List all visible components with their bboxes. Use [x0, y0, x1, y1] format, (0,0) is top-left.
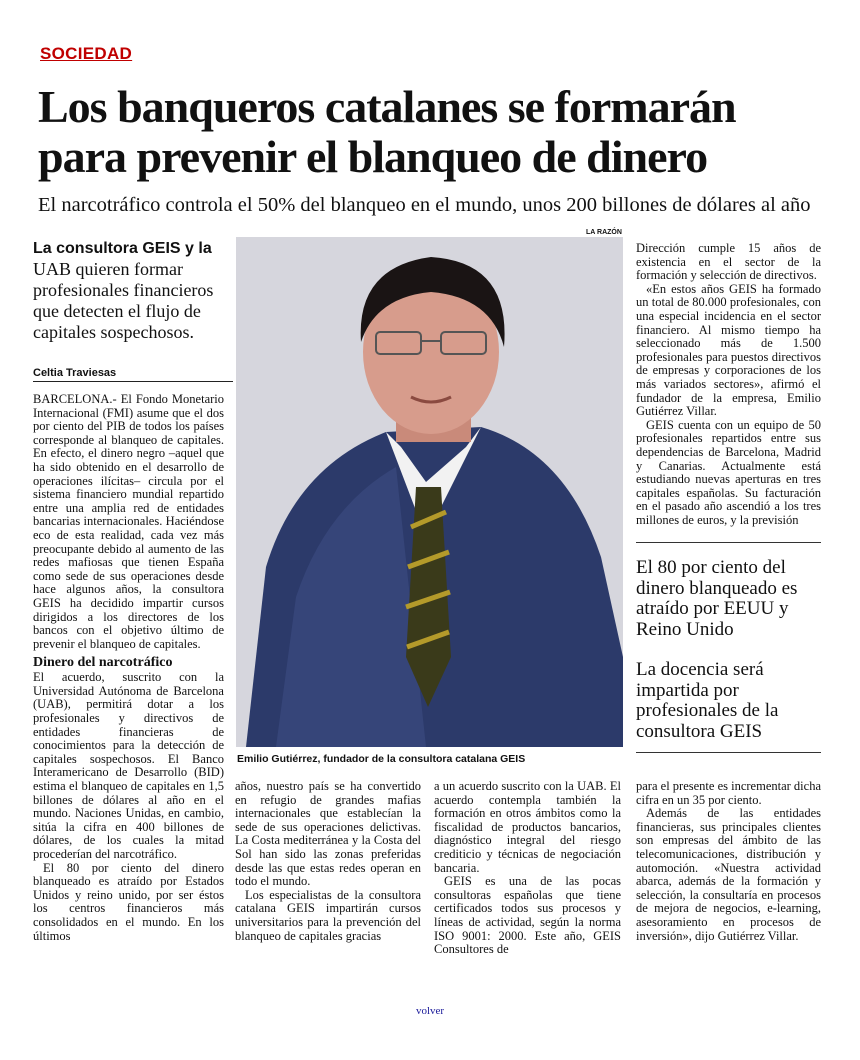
paragraph: El acuerdo, suscrito con la Universidad Autónoma de Barcelona (UAB), permitirá dotar a los profesionales y directivos de entidades financieras de conocimientos para la detección de capitales sospechosos. El Banco Interamericano de Desarrollo (BID) estima el blanqueo de capitales en 1,5 billones de dólares al año en el mundo. Naciones Unidas, en cambio, sitúa la cifra en 400 billones de dólares, de los cuales la mitad procederían del narcotráfico. — [33, 670, 224, 861]
paragraph: para el presente es incrementar dicha cifra en un 35 por ciento. — [636, 779, 821, 807]
paragraph: años, nuestro país se ha convertido en refugio de grandes mafias internacionales que establecían la sede de sus operaciones delictivas. La Costa mediterránea y la Costa del Sol han sido las zonas preferidas desde las que estas redes operan en todo el mundo. — [235, 779, 421, 889]
paragraph: GEIS cuenta con un equipo de 50 profesionales repartidos entre sus dependencias de Barcelona, Madrid y Canarias. Actualmente está estudiando nuevas aperturas en tres capitales españolas. Su facturación en el pasado año ascendió a los tres millones de euros, y la previsión — [636, 417, 821, 527]
headline-line-2: para prevenir el blanqueo de dinero — [38, 131, 708, 182]
article-column-4-top — [636, 242, 821, 527]
byline: Celtia Traviesas — [33, 367, 233, 382]
section-tag: SOCIEDAD — [40, 44, 133, 63]
lead-paragraph — [33, 237, 233, 343]
paragraph: Además de las entidades financieras, sus principales clientes son empresas del ámbito de las telecomunicaciones, distribución y automoción. «Nuestra actividad abarca, además de la formación y selección, la consultaría en procesos de mejora de negocios, e-learning, asesoramiento en procesos de inversión», dijo Gutiérrez Villar. — [636, 806, 821, 943]
photo-caption: Emilio Gutiérrez, fundador de la consultora catalana GEIS — [237, 753, 526, 765]
article-column-4-bottom — [636, 780, 821, 943]
subtitle: El narcotráfico controla el 50% del blanqueo en el mundo, unos 200 billones de dólares al año — [38, 194, 811, 216]
paragraph: Dirección cumple 15 años de existencia en el sector de la formación y selección de directivos. — [636, 241, 821, 283]
lead-text: UAB quieren formar profesionales financieros que detecten el flujo de capitales sospechosos. — [33, 259, 214, 342]
lead-bold: La consultora GEIS y la — [33, 240, 212, 257]
divider — [636, 542, 821, 543]
subheading: Dinero del narcotráfico — [33, 655, 173, 671]
pull-quote-2: La docencia será impartida por profesionales de la consultora GEIS — [636, 659, 779, 742]
back-link[interactable]: volver — [415, 1005, 445, 1017]
photo-credit: LA RAZÓN — [586, 229, 622, 236]
paragraph: «En estos años GEIS ha formado un total de 80.000 profesionales, con una especial incidencia en el sector financiero. Al mismo tiempo ha seleccionado más de 1.500 profesionales para puestos directivos de empresas y corporaciones de los más variados sectores», afirmó el fundador de la empresa, Emilio Gutiérrez Villar. — [636, 281, 821, 419]
divider — [636, 752, 821, 753]
paragraph: GEIS es una de las pocas consultoras españolas que tiene certificados todos sus procesos y líneas de actividad, según la norma ISO 9001: 2000. Este año, GEIS Consultores de — [434, 874, 621, 957]
paragraph: a un acuerdo suscrito con la UAB. El acuerdo contempla también la formación en otros ámbitos como la fiscalidad de productos bancarios, diagnóstico integral del riesgo crediticio y técnicas de negociación bancaria. — [434, 779, 621, 875]
article-column-3 — [434, 780, 621, 957]
pull-quote-1: El 80 por ciento del dinero blanqueado es atraído por EEUU y Reino Unido — [636, 557, 798, 640]
portrait-photo — [236, 237, 623, 747]
headline — [38, 82, 828, 182]
portrait-illustration — [236, 237, 623, 747]
article-column-1 — [33, 393, 224, 943]
paragraph: BARCELONA.- El Fondo Monetario Internacional (FMI) asume que el dos por ciento del PIB de todos los países corresponde al blanqueo de capitales. En efecto, el dinero negro –aquel que ha sido obtenido en el desarrollo de operaciones ilícitas– circula por el sistema financiero mundial repartido entre una amplia red de entidades bancarias internacionales. Haciéndose eco de esta realidad, cada vez más preocupante debido al aumento de las redes mafiosas que tienen España como sede de sus operaciones desde hace algunos años, la consultora GEIS ha decidido impartir cursos dirigidos a los directores de los bancos con el objetivo último de prevenir el blanqueo de capitales. — [33, 392, 224, 651]
paragraph: Los especialistas de la consultora catalana GEIS impartirán cursos universitarios para la prevención del blanqueo de capitales gracias — [235, 887, 421, 943]
paragraph: El 80 por ciento del dinero blanqueado es atraído por Estados Unidos y reino unido, por ser éstos los centros financieros más consolidados en el mundo. En los últimos — [33, 860, 224, 943]
headline-line-1: Los banqueros catalanes se formarán — [38, 81, 736, 132]
article-column-2 — [235, 780, 421, 943]
